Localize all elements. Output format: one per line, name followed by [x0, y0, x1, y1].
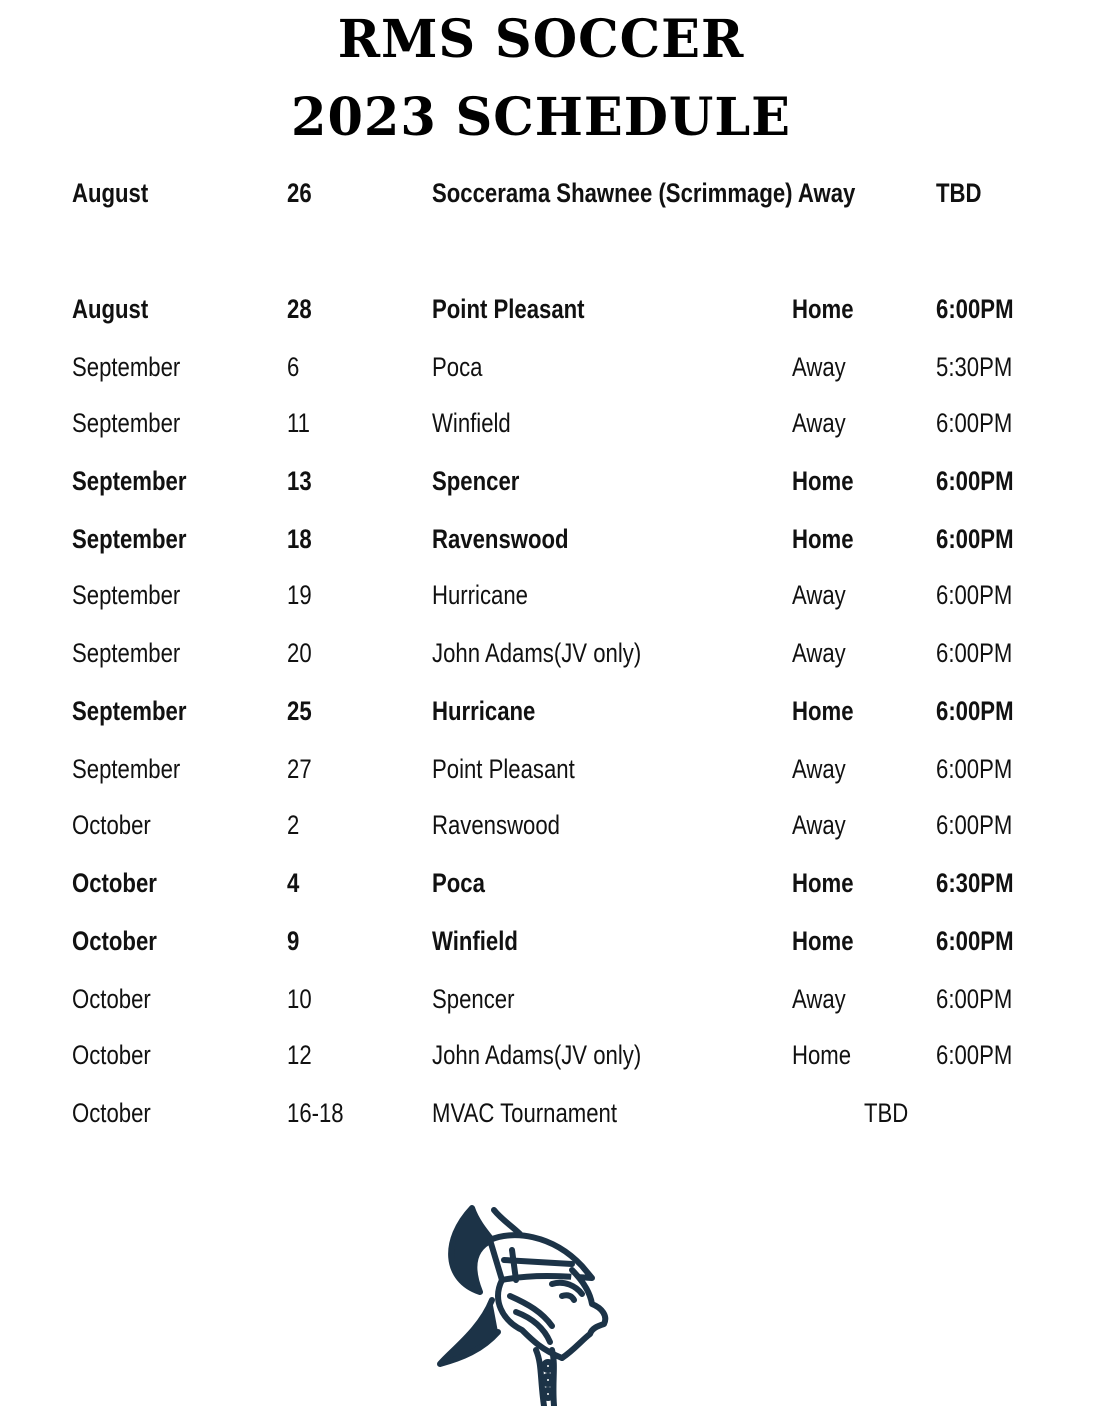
- game-opponent: Point Pleasant: [432, 294, 585, 324]
- game-time: 6:00PM: [936, 1040, 1013, 1070]
- game-month: September: [72, 754, 181, 784]
- game-day: 28: [287, 294, 312, 324]
- game-day: 19: [287, 580, 312, 610]
- game-time: 6:00PM: [936, 926, 1014, 956]
- game-opponent: Spencer: [432, 466, 520, 496]
- game-row: [0, 749, 1106, 789]
- game-month: October: [72, 984, 151, 1014]
- game-time: 5:30PM: [936, 352, 1013, 382]
- game-day: 9: [287, 926, 300, 956]
- game-time: 6:00PM: [936, 696, 1014, 726]
- scrimmage-row: [0, 173, 1106, 213]
- game-day: 10: [287, 984, 312, 1014]
- page-subtitle: 2023 SCHEDULE: [291, 87, 791, 148]
- game-opponent: Winfield: [432, 926, 518, 956]
- game-row: [0, 805, 1106, 845]
- game-time: 6:00PM: [936, 984, 1013, 1014]
- game-location: Home: [792, 466, 854, 496]
- game-month: October: [72, 810, 151, 840]
- game-time: 6:00PM: [936, 580, 1013, 610]
- game-month: September: [72, 352, 181, 382]
- game-location: Away: [792, 638, 846, 668]
- game-opponent: Hurricane: [432, 696, 536, 726]
- game-time: 6:00PM: [936, 466, 1014, 496]
- game-month: October: [72, 868, 157, 898]
- game-location: Away: [792, 580, 846, 610]
- game-location: Home: [792, 696, 854, 726]
- game-day: 25: [287, 696, 312, 726]
- page-title: RMS SOCCER: [337, 9, 745, 70]
- game-day: 16-18: [287, 1098, 344, 1128]
- game-month: September: [72, 466, 187, 496]
- game-time: TBD: [936, 178, 982, 208]
- game-day: 11: [287, 408, 310, 438]
- game-location: Away: [792, 352, 846, 382]
- game-month: October: [72, 1098, 151, 1128]
- game-month: September: [72, 638, 181, 668]
- game-location: Away: [792, 810, 846, 840]
- game-month: October: [72, 1040, 151, 1070]
- game-row: [0, 979, 1106, 1019]
- game-location: Home: [792, 294, 854, 324]
- game-day: 27: [287, 754, 312, 784]
- game-month: September: [72, 524, 187, 554]
- game-time: TBD: [864, 1098, 909, 1128]
- game-row: [0, 347, 1106, 387]
- game-time: 6:00PM: [936, 524, 1014, 554]
- viking-head-icon: [432, 1200, 622, 1406]
- game-location: Home: [792, 868, 854, 898]
- game-location: Home: [792, 926, 854, 956]
- game-opponent: Soccerama Shawnee (Scrimmage) Away: [432, 178, 856, 208]
- game-month: September: [72, 696, 187, 726]
- game-row: [0, 575, 1106, 615]
- game-opponent: Poca: [432, 868, 485, 898]
- game-opponent: John Adams(JV only): [432, 638, 642, 668]
- game-row: [0, 1035, 1106, 1075]
- game-day: 20: [287, 638, 312, 668]
- game-month: September: [72, 408, 181, 438]
- game-time: 6:30PM: [936, 868, 1014, 898]
- game-day: 4: [287, 868, 300, 898]
- game-day: 18: [287, 524, 312, 554]
- game-row: [0, 691, 1106, 731]
- game-row: [0, 921, 1106, 961]
- game-location: Away: [792, 984, 846, 1014]
- game-day: 6: [287, 352, 300, 382]
- game-opponent: Poca: [432, 352, 483, 382]
- tournament-row: [0, 1093, 1106, 1133]
- game-row: [0, 461, 1106, 501]
- game-location: Home: [792, 1040, 852, 1070]
- game-opponent: Hurricane: [432, 580, 528, 610]
- game-time: 6:00PM: [936, 638, 1013, 668]
- game-location: Away: [792, 754, 846, 784]
- game-day: 2: [287, 810, 300, 840]
- game-row: [0, 519, 1106, 559]
- game-time: 6:00PM: [936, 294, 1014, 324]
- game-row: [0, 403, 1106, 443]
- game-month: September: [72, 580, 181, 610]
- game-location: Away: [792, 408, 846, 438]
- game-opponent: Ravenswood: [432, 524, 569, 554]
- game-time: 6:00PM: [936, 754, 1013, 784]
- game-time: 6:00PM: [936, 408, 1013, 438]
- game-opponent: John Adams(JV only): [432, 1040, 642, 1070]
- game-time: 6:00PM: [936, 810, 1013, 840]
- game-day: 12: [287, 1040, 312, 1070]
- game-month: August: [72, 294, 149, 324]
- game-opponent: Winfield: [432, 408, 511, 438]
- game-row: [0, 289, 1106, 329]
- game-row: [0, 863, 1106, 903]
- game-day: 13: [287, 466, 312, 496]
- game-opponent: Spencer: [432, 984, 515, 1014]
- game-opponent: Ravenswood: [432, 810, 560, 840]
- game-month: August: [72, 178, 149, 208]
- game-month: October: [72, 926, 157, 956]
- game-day: 26: [287, 178, 312, 208]
- game-opponent: MVAC Tournament: [432, 1098, 617, 1128]
- game-opponent: Point Pleasant: [432, 754, 575, 784]
- game-row: [0, 633, 1106, 673]
- game-location: Home: [792, 524, 854, 554]
